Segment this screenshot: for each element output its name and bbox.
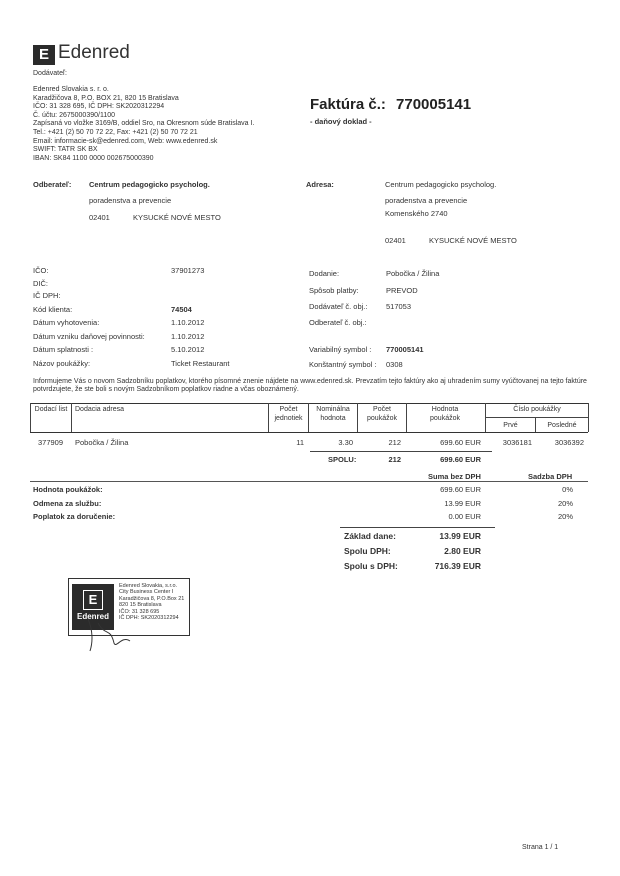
invoice-title (310, 96, 471, 113)
invoice-number: 770005141 (396, 96, 472, 113)
spolu-value: 699.60 EUR (440, 455, 481, 464)
total-label: Základ dane: (344, 531, 396, 541)
detail-label: Dátum vyhotovenia: (33, 318, 100, 327)
summary-suma: 699.60 EUR (440, 485, 481, 494)
stamp-line: Karadžičova 8, P.O.Box 21 (119, 595, 185, 602)
summary-suma: 0.00 EUR (448, 512, 481, 521)
th-dodacia-adresa: Dodacia adresa (75, 406, 125, 413)
cell-nominalna: 3.30 (338, 438, 353, 447)
stamp-line: 820 15 Bratislava (119, 602, 162, 609)
stamp-line: City Business Center I (119, 589, 174, 596)
stamp-line: IČO: 31 328 695 (119, 608, 160, 615)
summary-sadzba: 20% (557, 512, 573, 521)
adresa-label: Adresa: (306, 180, 334, 189)
cell-posledne: 3036392 (554, 438, 584, 447)
detail-label: DIČ: (33, 279, 48, 288)
page-number: Strana 1 / 1 (522, 844, 559, 851)
invoice-title-label: Faktúra č.: (310, 96, 386, 113)
detail-label: Konštantný symbol : (309, 360, 377, 369)
customer-city: KYSUCKÉ NOVÉ MESTO (133, 213, 221, 222)
th-pocet-jednotiek: Počet jednotiek (274, 406, 303, 422)
spolu-label: SPOLU: (328, 455, 357, 464)
invoice-subtitle: - daňový doklad - (310, 117, 372, 126)
th-cislo-poukazky: Číslo poukážky (513, 406, 561, 413)
detail-label: Odberateľ č. obj.: (309, 318, 367, 327)
spolu-count: 212 (388, 455, 401, 464)
detail-value: 0308 (386, 360, 403, 369)
detail-label: Kód klienta: (33, 305, 73, 314)
stamp-line: IČ DPH: SK2020312294 (119, 615, 179, 622)
th-prve: Prvé (503, 422, 518, 429)
spolu-top-line (310, 451, 492, 452)
cell-hodnota: 699.60 EUR (440, 438, 481, 447)
table-col-line (71, 403, 72, 432)
supplier-line: Edenred Slovakia s. r. o. (33, 86, 109, 93)
table-header-border (30, 432, 588, 433)
cell-jednotky: 11 (296, 438, 304, 447)
th-posledne: Posledné (547, 422, 577, 429)
detail-label: Názov poukážky: (33, 359, 91, 368)
detail-value: 1.10.2012 (171, 332, 205, 341)
brand-name: Edenred (58, 42, 130, 63)
summary-sadzba: 0% (562, 485, 573, 494)
summary-label: Poplatok za doručenie: (33, 512, 116, 521)
supplier-line: Email: informacie-sk@edenred.com, Web: www.edenred.sk (33, 137, 218, 145)
detail-value: Ticket Restaurant (171, 359, 230, 368)
supplier-line: Tel.: +421 (2) 50 70 72 22, Fax: +421 (2) 50 70 72 21 (33, 128, 198, 136)
supplier-block (33, 86, 313, 163)
cell-poukazky: 212 (388, 438, 401, 447)
total-label: Spolu s DPH: (344, 561, 398, 571)
summary-suma: 13.99 EUR (444, 499, 481, 508)
detail-value: Pobočka / Žilina (386, 269, 440, 278)
address-city: KYSUCKÉ NOVÉ MESTO (429, 236, 517, 245)
address-line2: poradenstva a prevencie (385, 196, 468, 205)
total-label: Spolu DPH: (344, 546, 391, 556)
signature-icon (80, 615, 140, 655)
detail-value: 5.10.2012 (171, 345, 205, 354)
customer-name-line2: poradenstva a prevencie (89, 196, 172, 205)
table-col-line (588, 403, 589, 432)
total-value: 2.80 EUR (444, 546, 481, 556)
notice-text: Informujeme Vás o novom Sadzobníku poplatkov, ktorého písomné znenie nájdete na www.edenred.sk. Prevzatím tejto faktúry ako aj uhradením sumy vyúčtovanej na tejto faktúre potvrdzujete, že ste boli s novým Sadzobníkom poplatkov riadne a včas oboznámený. (33, 378, 587, 394)
detail-label: Dodanie: (309, 269, 340, 278)
col-sadzba-header: Sadzba DPH (528, 472, 573, 481)
th-pocet-poukazok: Počet poukážok (367, 406, 397, 422)
detail-label: Spôsob platby: (309, 286, 359, 295)
stamp-e-icon: E (83, 590, 103, 610)
detail-value: 37901273 (171, 266, 205, 275)
table-top-border (30, 403, 588, 404)
total-value: 716.39 EUR (434, 561, 481, 571)
customer-zip: 02401 (89, 213, 110, 222)
cell-prve: 3036181 (502, 438, 532, 447)
detail-label: Variabilný symbol : (309, 345, 372, 354)
th-hodnota-poukazok: Hodnota poukážok (430, 406, 460, 422)
supplier-line: IČO: 31 328 695, IČ DPH: SK2020312294 (33, 103, 165, 111)
customer-name-line1: Centrum pedagogicko psycholog. (89, 180, 210, 189)
supplier-label: Dodávateľ: (33, 70, 67, 77)
cell-adresa: Pobočka / Žilina (75, 438, 129, 447)
address-street: Komenského 2740 (385, 209, 448, 218)
th-nominalna-hodnota: Nominálna hodnota (316, 406, 350, 422)
supplier-line: SWIFT: TATR SK BX (33, 146, 98, 154)
stamp-brand: Edenred (76, 612, 109, 621)
detail-label: Dátum vzniku daňovej povinnosti: (33, 332, 145, 341)
edenred-logo-icon: E (33, 45, 55, 65)
cell-dodaci-list: 377909 (38, 438, 64, 447)
summary-label: Odmena za službu: (33, 499, 102, 508)
detail-label: IČ DPH: (33, 291, 61, 300)
address-zip: 02401 (385, 236, 406, 245)
supplier-line: Zapísaná vo vložke 3169/B, oddiel Sro, na Okresnom súde Bratislava I. (33, 120, 255, 128)
detail-value: 517053 (386, 302, 412, 311)
supplier-line: IBAN: SK84 1100 0000 002675000390 (33, 154, 154, 162)
summary-line (30, 481, 588, 482)
summary-label: Hodnota poukážok: (33, 485, 103, 494)
detail-label: Dátum splatnosti : (33, 345, 94, 354)
supplier-line: Karadžičova 8, P.O. BOX 21, 820 15 Bratislava (33, 94, 179, 102)
table-col-line (406, 403, 407, 432)
odberatel-label: Odberateľ: (33, 180, 72, 189)
th-dodaci-list: Dodací list (34, 406, 68, 413)
detail-label: IČO: (33, 266, 49, 275)
detail-value: 1.10.2012 (171, 318, 205, 327)
stamp-line: Edenred Slovakia, s.r.o. (119, 583, 178, 589)
total-value: 13.99 EUR (439, 531, 481, 541)
detail-label: Dodávateľ č. obj.: (309, 302, 368, 311)
detail-value: 74504 (171, 305, 192, 314)
supplier-line: Č. účtu: 2675000390/1100 (33, 111, 115, 119)
totals-top-line (340, 527, 495, 528)
detail-value: 770005141 (386, 345, 424, 354)
summary-sadzba: 20% (557, 499, 573, 508)
col-suma-header: Suma bez DPH (428, 472, 481, 481)
detail-value: PREVOD (386, 286, 418, 295)
cislo-divider (485, 417, 588, 418)
address-line1: Centrum pedagogicko psycholog. (385, 180, 497, 189)
